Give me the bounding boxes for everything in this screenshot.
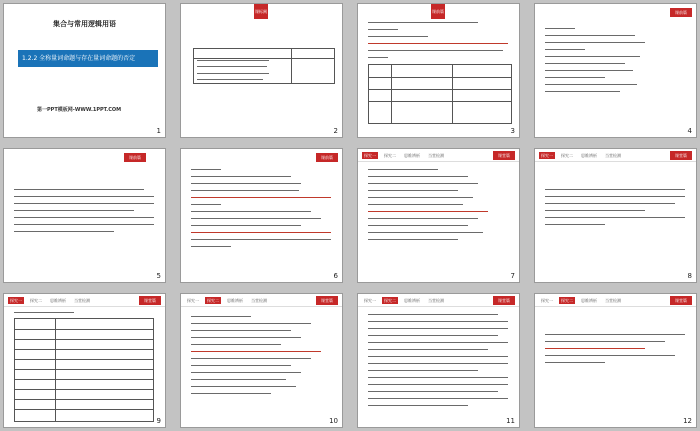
slide-badge: 课堂篇 <box>493 296 515 305</box>
tab-explore-2: 探究二 <box>207 298 219 303</box>
slide-table <box>368 64 512 124</box>
tab-test: 当堂检测 <box>428 298 444 303</box>
slide-thumbnail-7[interactable] <box>357 148 520 283</box>
tab-explore-2: 探究二 <box>30 298 42 303</box>
slide-number: 7 <box>510 272 515 280</box>
tab-thinking: 思维辨析 <box>404 298 420 303</box>
slide-number: 2 <box>333 127 338 135</box>
tab-test: 当堂检测 <box>605 298 621 303</box>
slide-thumbnail-6[interactable] <box>180 148 343 283</box>
slide-badge: 课堂篇 <box>493 151 515 160</box>
slide-number: 5 <box>156 272 161 280</box>
slide-number: 1 <box>156 127 161 135</box>
slide-thumbnail-10[interactable] <box>180 293 343 428</box>
tab-test: 当堂检测 <box>74 298 90 303</box>
tab-explore-1: 探究一 <box>541 298 553 303</box>
tab-test: 当堂检测 <box>605 153 621 158</box>
tab-test: 当堂检测 <box>428 153 444 158</box>
slide-badge: 课堂篇 <box>670 151 692 160</box>
tab-test: 当堂检测 <box>251 298 267 303</box>
tab-thinking: 思维辨析 <box>581 153 597 158</box>
slide-thumbnail-8[interactable] <box>534 148 697 283</box>
slide-thumbnail-11[interactable] <box>357 293 520 428</box>
slide-badge: 课前篇 <box>316 153 338 162</box>
tab-explore-1: 探究一 <box>187 298 199 303</box>
slide-number: 10 <box>329 417 338 425</box>
slide-number: 12 <box>683 417 692 425</box>
tab-explore-1: 探究一 <box>364 298 376 303</box>
slide-table <box>14 318 154 422</box>
tab-thinking: 思维辨析 <box>404 153 420 158</box>
slide-number: 4 <box>687 127 692 135</box>
slide-number: 8 <box>687 272 692 280</box>
tab-explore-1: 探究一 <box>364 153 376 158</box>
slide-thumbnail-3[interactable] <box>357 3 520 138</box>
slide-badge: 课标阐释 <box>254 4 268 19</box>
tab-explore-2: 探究二 <box>561 298 573 303</box>
slide-number: 9 <box>156 417 161 425</box>
slide-number: 3 <box>510 127 515 135</box>
slide-thumbnail-1[interactable] <box>3 3 166 138</box>
tab-explore-2: 探究二 <box>561 153 573 158</box>
slide-number: 11 <box>506 417 515 425</box>
tab-explore-2: 探究二 <box>384 153 396 158</box>
slide-badge: 课前篇 <box>124 153 146 162</box>
slide-1-chapter-banner: 1.2.2 全称量词命题与存在量词命题的否定 <box>18 50 158 67</box>
slide-1-title: 集合与常用逻辑用语 <box>53 20 116 28</box>
slide-thumbnail-5[interactable] <box>3 148 166 283</box>
slide-thumbnail-2[interactable] <box>180 3 343 138</box>
tab-thinking: 思维辨析 <box>227 298 243 303</box>
slide-badge: 课前篇 <box>670 8 692 17</box>
tab-explore-1: 探究一 <box>541 153 553 158</box>
slide-badge: 课堂篇 <box>670 296 692 305</box>
slide-badge: 课前篇 <box>431 4 445 19</box>
tab-explore-1: 探究一 <box>10 298 22 303</box>
slide-thumbnail-4[interactable] <box>534 3 697 138</box>
tab-explore-2: 探究二 <box>384 298 396 303</box>
slide-1-footer: 第一PPT模板网-WWW.1PPT.COM <box>37 107 122 113</box>
slide-badge: 课堂篇 <box>316 296 338 305</box>
slide-badge: 课堂篇 <box>139 296 161 305</box>
slide-thumbnail-9[interactable] <box>3 293 166 428</box>
tab-thinking: 思维辨析 <box>50 298 66 303</box>
slide-number: 6 <box>333 272 338 280</box>
slide-thumbnail-12[interactable] <box>534 293 697 428</box>
tab-thinking: 思维辨析 <box>581 298 597 303</box>
slide-thumbnail-grid <box>3 3 697 428</box>
